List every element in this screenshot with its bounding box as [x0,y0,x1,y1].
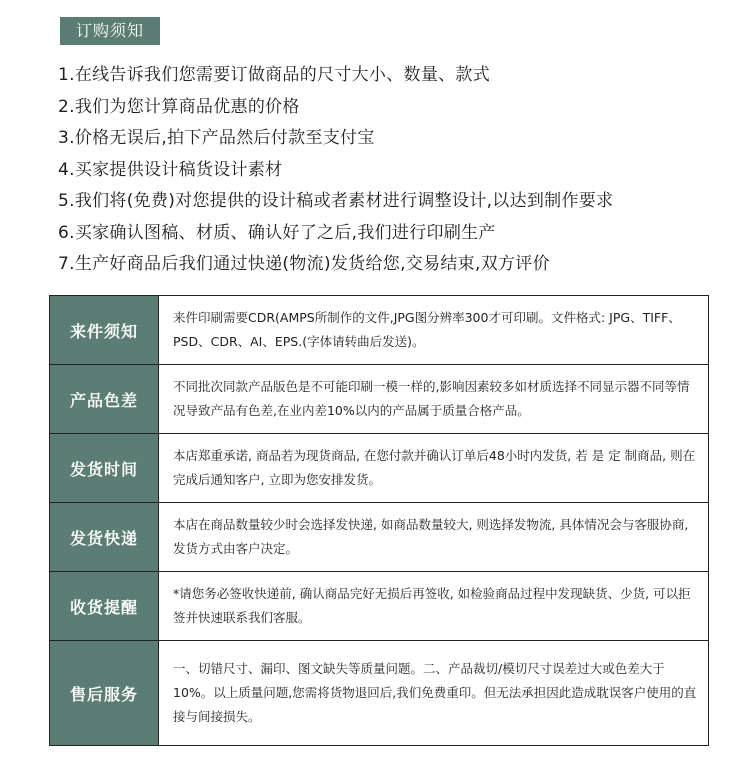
order-step-7: 7.生产好商品后我们通过快递(物流)发货给您,交易结束,双方评价 [58,254,550,274]
policy-label-receipt-reminder: 收货提醒 [50,572,159,641]
policy-label-color-difference: 产品色差 [50,365,159,434]
policy-row-shipping-time [50,434,709,503]
order-step-1: 1.在线告诉我们您需要订做商品的尺寸大小、数量、款式 [58,65,491,85]
policy-text-color-difference: 不同批次同款产品版色是不可能印刷一模一样的,影响因素较多如材质选择不同显示器不同等情况导致产品有色差,在业内差10%以内的产品属于质量合格产品。 [159,365,709,434]
policy-row-after-sales [50,641,709,746]
policy-row-color-difference [50,365,709,434]
order-step-6: 6.买家确认图稿、材质、确认好了之后,我们进行印刷生产 [58,222,496,243]
policy-text-file-requirements: 来件印刷需要CDR(AMPS所制作的文件,JPG图分辨率300才可印刷。文件格式: JPG、TIFF、PSD、CDR、AI、EPS.(字体请转曲后发送)。 [159,296,709,365]
policy-row-file-requirements [50,296,709,365]
policy-text-after-sales: 一、切错尺寸、漏印、图文缺失等质量问题。二、产品裁切/模切尺寸误差过大或色差大于10%。以上质量问题,您需将货物退回后,我们免费重印。但无法承担因此造成耽误客户使用的直接与间接损失。 [159,641,709,746]
order-step-2: 2.我们为您计算商品优惠的价格 [58,96,300,117]
order-step-3: 3.价格无误后,拍下产品然后付款至支付宝 [58,128,375,148]
order-step-4: 4.买家提供设计稿货设计素材 [58,159,283,180]
policy-label-shipping-time: 发货时间 [50,434,159,503]
policy-text-shipping-courier: 本店在商品数量较少时会选择发快递, 如商品数量较大, 则选择发物流, 具体情况会与客服协商, 发货方式由客户决定。 [159,503,709,572]
policy-text-shipping-time: 本店郑重承诺, 商品若为现货商品, 在您付款并确认订单后48小时内发货, 若 是 定 制商品, 则在完成后通知客户, 立即为您安排发货。 [159,434,709,503]
policy-table [49,295,709,746]
policy-row-receipt-reminder [50,572,709,641]
order-step-5: 5.我们将(免费)对您提供的设计稿或者素材进行调整设计,以达到制作要求 [58,191,614,211]
order-steps-list [58,60,613,281]
section-title-badge: 订购须知 [60,17,160,45]
policy-label-file-requirements: 来件须知 [50,296,159,365]
policy-label-shipping-courier: 发货快递 [50,503,159,572]
policy-row-shipping-courier [50,503,709,572]
policy-text-receipt-reminder: *请您务必签收快递前, 确认商品完好无损后再签收, 如检验商品过程中发现缺货、少货, 可以拒签并快速联系我们客服。 [159,572,709,641]
policy-label-after-sales: 售后服务 [50,641,159,746]
